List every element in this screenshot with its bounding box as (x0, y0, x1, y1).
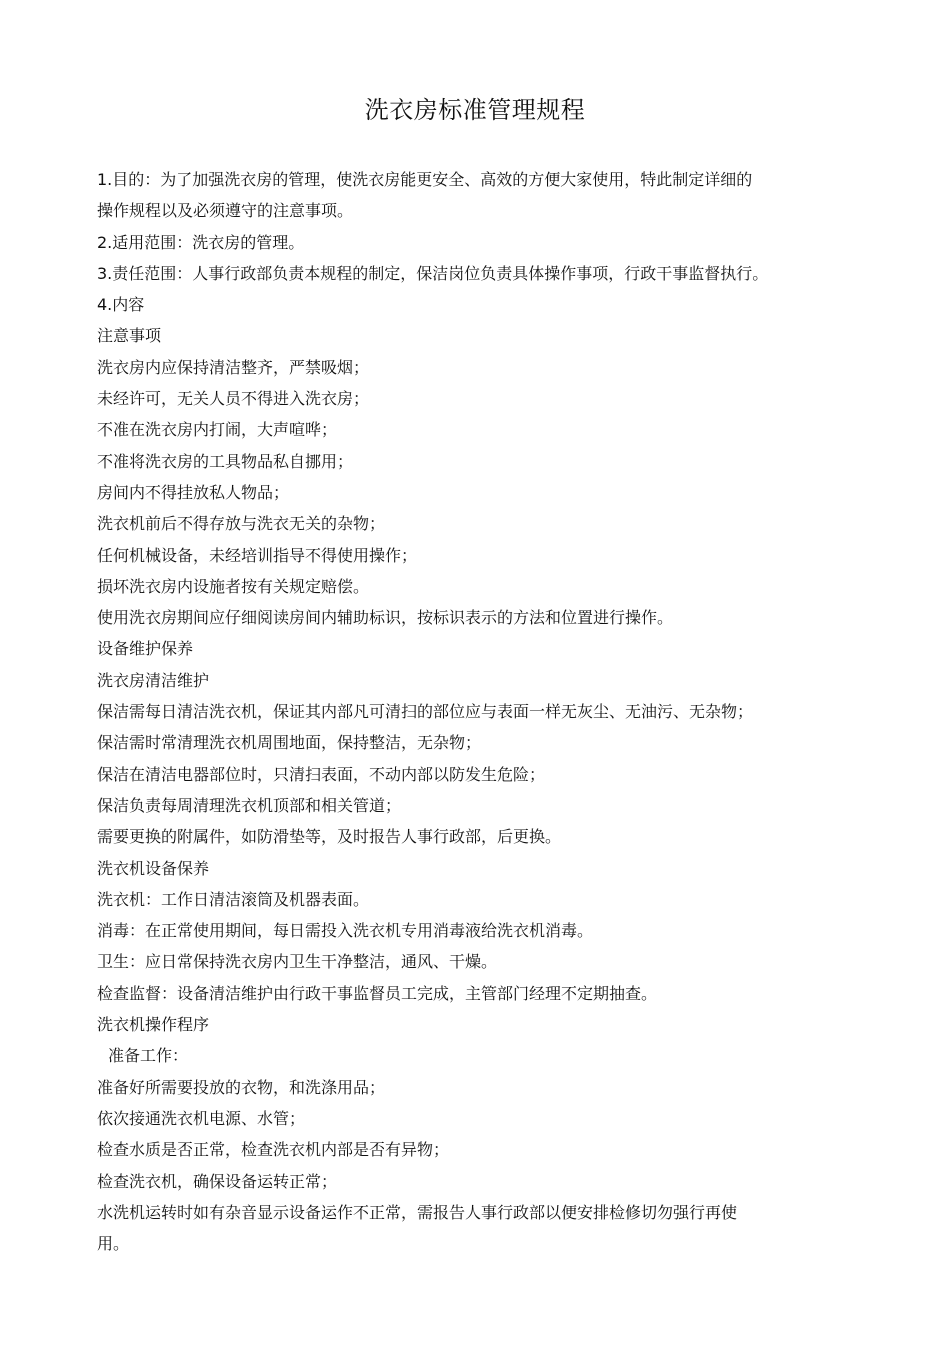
document-title: 洗衣房标准管理规程 (364, 96, 586, 124)
section-heading: 注意事项 (97, 326, 162, 346)
list-item: 卫生：应日常保持洗衣房内卫生干净整洁，通风、干燥。 (97, 952, 498, 972)
list-item: 洗衣机：工作日清洁滚筒及机器表面。 (97, 889, 370, 909)
section-heading: 4.内容 (97, 295, 145, 315)
list-item: 消毒：在正常使用期间，每日需投入洗衣机专用消毒液给洗衣机消毒。 (97, 921, 594, 941)
list-item: 未经许可，无关人员不得进入洗衣房； (97, 389, 370, 409)
section-heading: 洗衣房清洁维护 (97, 670, 210, 690)
list-item: 用。 (97, 1234, 130, 1254)
list-item: 检查水质是否正常，检查洗衣机内部是否有异物； (97, 1140, 450, 1160)
list-item: 检查监督：设备清洁维护由行政干事监督员工完成，主管部门经理不定期抽查。 (97, 983, 658, 1003)
document-body (97, 164, 857, 1259)
list-item: 使用洗衣房期间应仔细阅读房间内辅助标识，按标识表示的方法和位置进行操作。 (97, 608, 674, 628)
list-item: 水洗机运转时如有杂音显示设备运作不正常，需报告人事行政部以便安排检修切勿强行再使 (97, 1202, 738, 1222)
list-item: 检查洗衣机，确保设备运转正常； (97, 1171, 338, 1191)
list-item: 任何机械设备，未经培训指导不得使用操作； (97, 545, 418, 565)
list-item: 保洁需时常清理洗衣机周围地面，保持整洁，无杂物； (97, 733, 482, 753)
list-item: 准备好所需要投放的衣物，和洗涤用品； (97, 1077, 386, 1097)
list-item: 不准在洗衣房内打闹，大声喧哗； (97, 420, 338, 440)
paragraph-line: 1.目的：为了加强洗衣房的管理，使洗衣房能更安全、高效的方便大家使用，特此制定详细的 (97, 170, 753, 189)
list-item: 需要更换的附属件，如防滑垫等，及时报告人事行政部，后更换。 (97, 827, 562, 847)
list-item: 保洁负责每周清理洗衣机顶部和相关管道； (97, 795, 402, 815)
list-item: 保洁在清洁电器部位时，只清扫表面，不动内部以防发生危险； (97, 764, 546, 784)
list-item: 损坏洗衣房内设施者按有关规定赔偿。 (97, 576, 370, 596)
list-item: 房间内不得挂放私人物品； (97, 482, 290, 502)
list-item: 不准将洗衣房的工具物品私自挪用； (97, 451, 354, 471)
list-item: 洗衣机前后不得存放与洗衣无关的杂物； (97, 514, 386, 534)
paragraph-line: 3.责任范围：人事行政部负责本规程的制定，保洁岗位负责具体操作事项，行政干事监督执行。 (97, 263, 769, 283)
section-heading: 洗衣机操作程序 (97, 1015, 210, 1035)
list-item: 洗衣房内应保持清洁整齐，严禁吸烟； (97, 357, 370, 377)
list-item: 依次接通洗衣机电源、水管； (97, 1108, 306, 1128)
section-heading: 洗衣机设备保养 (97, 858, 210, 878)
paragraph-line: 2.适用范围：洗衣房的管理。 (97, 232, 305, 252)
sub-heading: 准备工作： (108, 1046, 189, 1066)
section-heading: 设备维护保养 (97, 639, 194, 659)
list-item: 保洁需每日清洁洗衣机，保证其内部凡可清扫的部位应与表面一样无灰尘、无油污、无杂物； (97, 702, 754, 722)
paragraph-line: 操作规程以及必须遵守的注意事项。 (97, 201, 354, 221)
